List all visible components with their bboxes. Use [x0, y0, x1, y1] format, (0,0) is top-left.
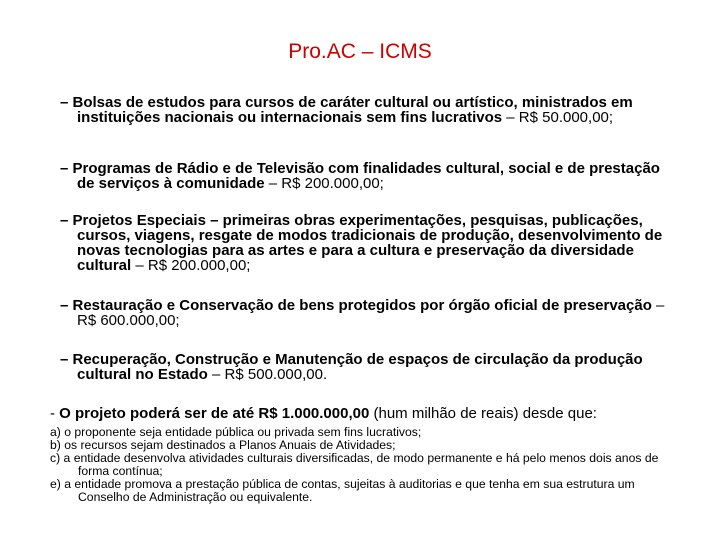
- item-amount: – R$ 600.000,00;: [77, 297, 665, 329]
- condition-item: e) a entidade promova a prestação pública de contas, sujeitas à auditorias e que tenha em sua estrutura um Conselho de Administração ou equivalente.: [50, 477, 635, 504]
- project-lead: O projeto poderá ser de até R$ 1.000.000,00: [59, 405, 370, 422]
- item-amount: – R$ 200.000,00;: [131, 257, 251, 274]
- list-item: [50, 95, 677, 125]
- item-amount: – R$ 500.000,00.: [207, 366, 328, 383]
- list-item: [50, 352, 677, 382]
- item-amount: – R$ 200.000,00;: [264, 175, 384, 192]
- item-text: – Projetos Especiais – primeiras obras experimentações, pesquisas, publicações, cursos, viagens, resgate de modos tradicionais de produção, desenvolvimento de novas tecnologias para as artes e para a cultura e preservação da diversidade cultural: [60, 212, 663, 274]
- project-rest: (hum milhão de reais) desde que:: [369, 405, 597, 422]
- item-text: – Programas de Rádio e de Televisão com finalidades cultural, social e de prestação de serviços à comunidade: [60, 160, 660, 192]
- list-item: [50, 213, 677, 273]
- project-limit: [50, 405, 597, 422]
- page-title: Pro.AC – ICMS: [288, 40, 432, 63]
- list-item: [50, 161, 677, 191]
- item-text: – Recuperação, Construção e Manutenção de espaços de circulação da produção cultural no Estado: [60, 351, 643, 383]
- list-item: [50, 298, 677, 328]
- condition-item: c) a entidade desenvolva atividades culturais diversificadas, de modo permanente e há pelo menos dois anos de forma contínua;: [50, 451, 659, 478]
- condition-item: b) os recursos sejam destinados a Planos Anuais de Atividades;: [50, 438, 396, 452]
- item-amount: – R$ 50.000,00;: [502, 109, 614, 126]
- item-text: – Restauração e Conservação de bens protegidos por órgão oficial de preservação: [60, 297, 652, 314]
- item-text: – Bolsas de estudos para cursos de caráter cultural ou artístico, ministrados em instituições nacionais ou internacionais sem fins lucrativos: [60, 94, 633, 126]
- condition-item: a) o proponente seja entidade pública ou privada sem fins lucrativos;: [50, 425, 422, 439]
- conditions-list: [50, 426, 660, 504]
- project-prefix: -: [50, 405, 60, 422]
